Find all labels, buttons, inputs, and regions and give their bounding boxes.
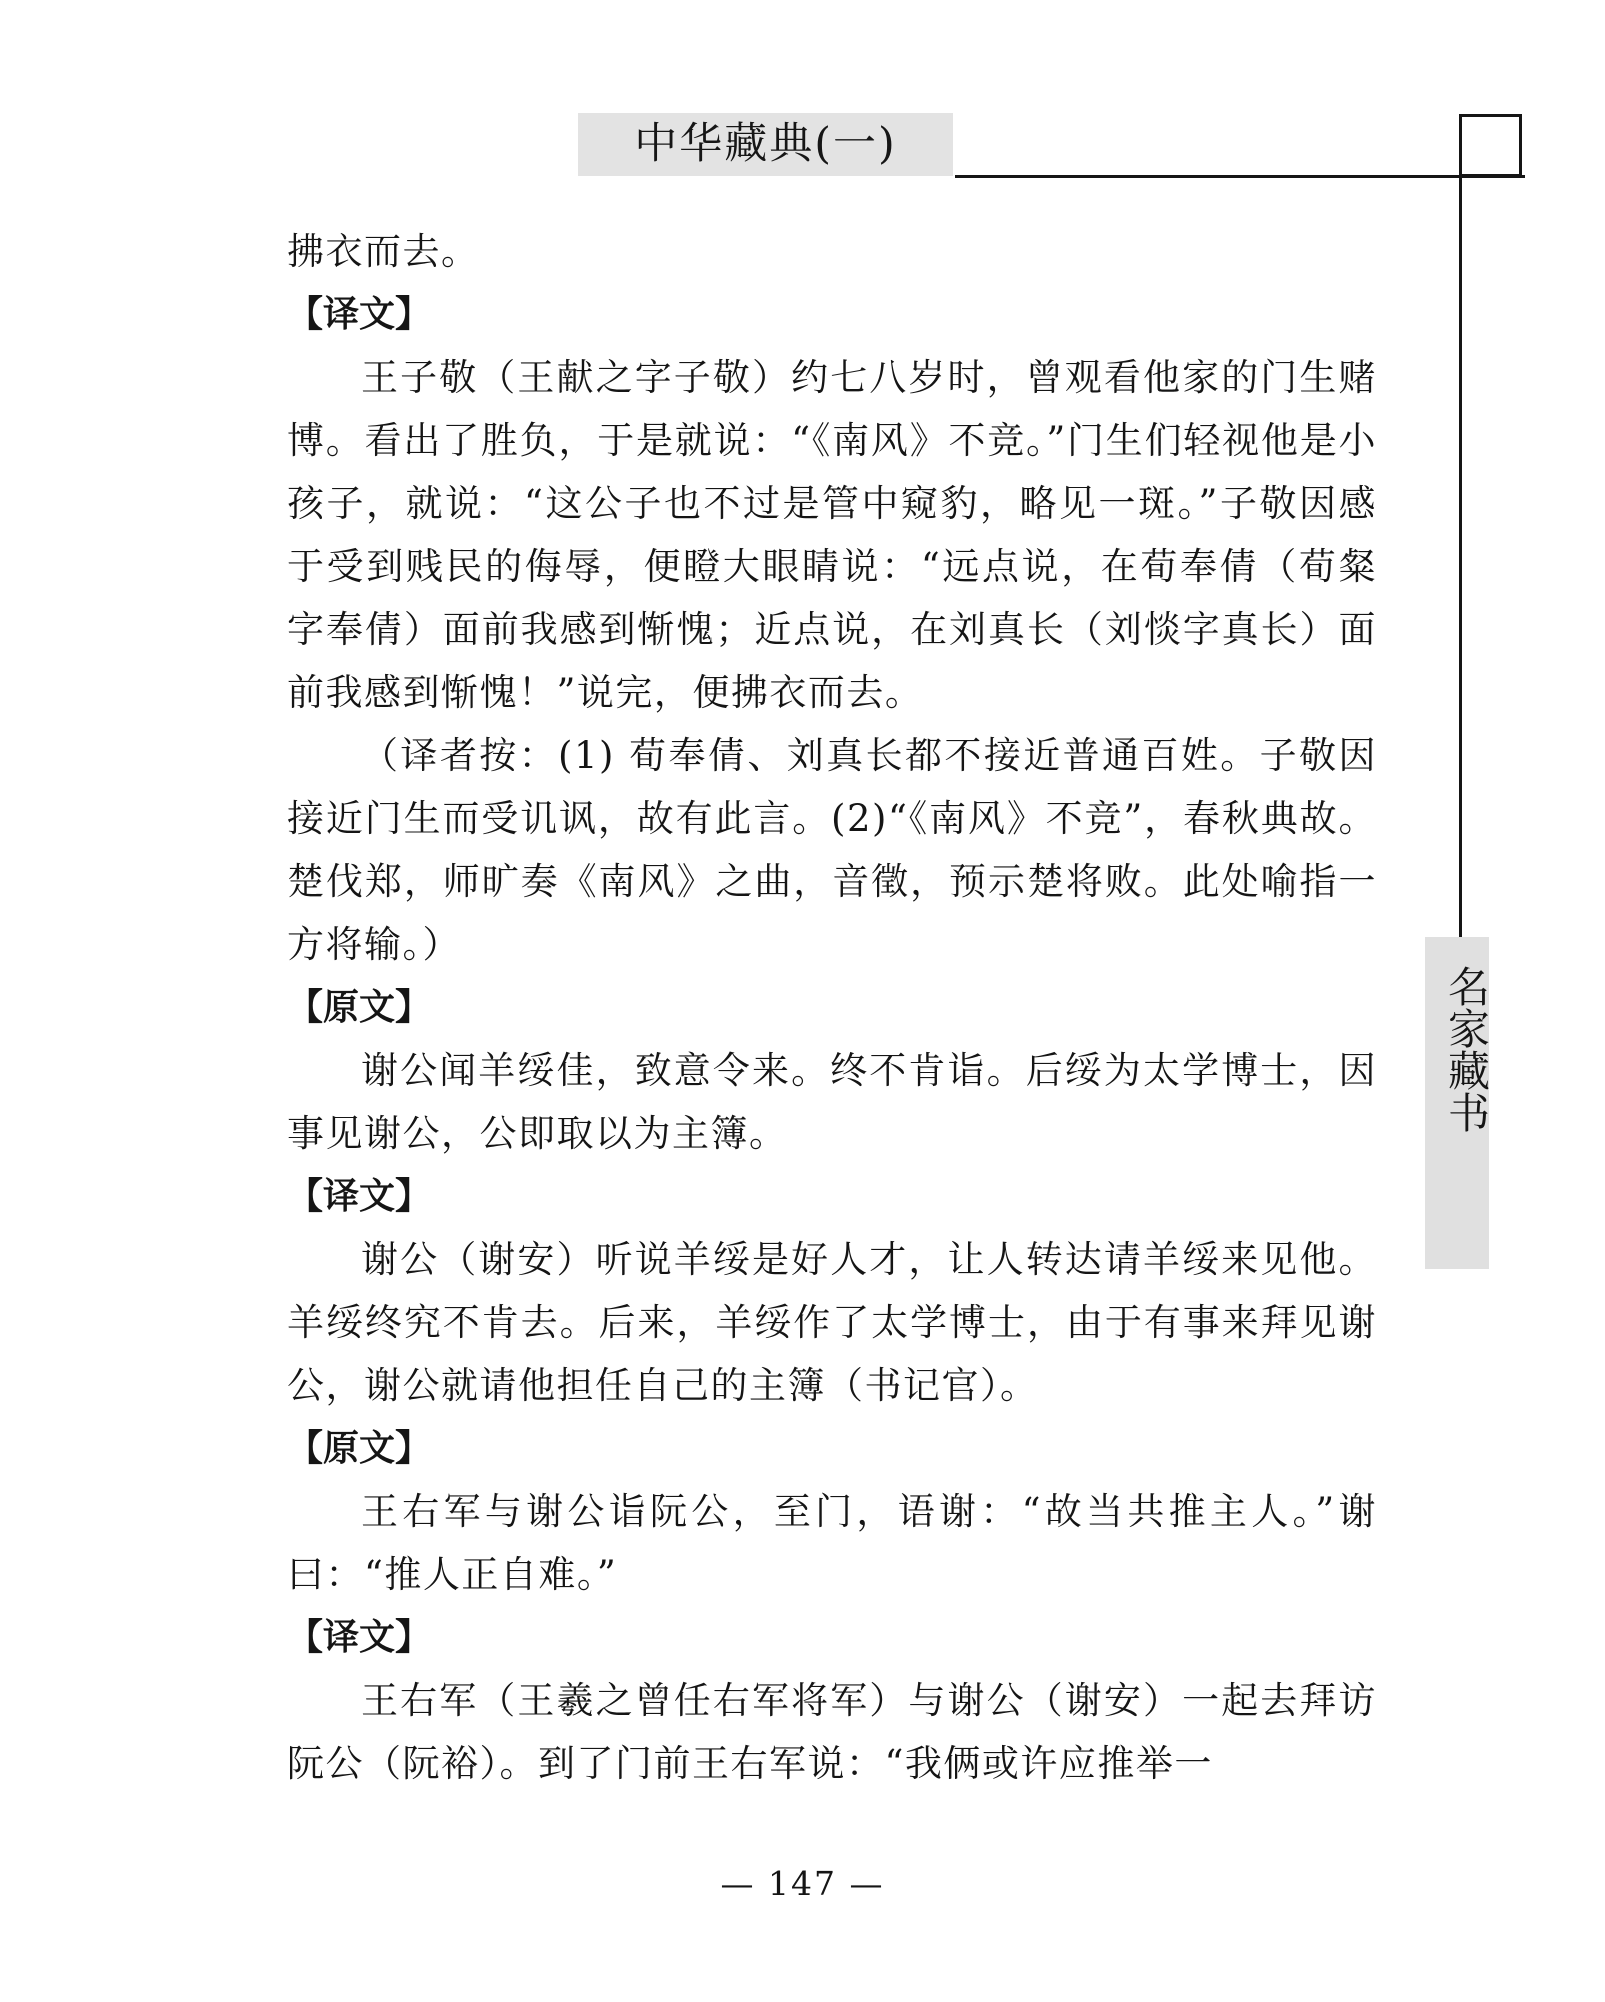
section-heading-translation: 【译文】 bbox=[287, 294, 432, 335]
translator-note: （译者按：(1) 荀奉倩、刘真长都不接近普通百姓。子敬因接近门生而受讥讽，故有此言。(2)“《南风》不竞”，春秋典故。楚伐郑，师旷奏《南风》之曲，音徵，预示楚将败。此处喻指一方将输。） bbox=[287, 734, 1377, 966]
header-rule bbox=[955, 175, 1525, 178]
paragraph-translation: 谢公（谢安）听说羊绥是好人才，让人转达请羊绥来见他。羊绥终究不肯去。后来，羊绥作了太学博士，由于有事来拜见谢公，谢公就请他担任自己的主簿（书记官）。 bbox=[287, 1238, 1377, 1407]
book-title: 中华藏典(一) bbox=[634, 119, 897, 169]
section-heading-translation: 【译文】 bbox=[287, 1176, 432, 1217]
paragraph-translation: 王子敬（王献之字子敬）约七八岁时，曾观看他家的门生赌博。看出了胜负，于是就说：“《南风》不竞。”门生们轻视他是小孩子，就说：“这公子也不过是管中窥豹，略见一斑。”子敬因感于受到贱民的侮辱，便瞪大眼睛说：“远点说，在荀奉倩（荀粲字奉倩）面前我感到惭愧；近点说，在刘真长（刘惔字真长）面前我感到惭愧！”说完，便拂衣而去。 bbox=[287, 356, 1377, 714]
section-heading-original: 【原文】 bbox=[287, 1428, 432, 1469]
side-tab-label: 名家藏书 bbox=[1442, 965, 1491, 1133]
paragraph-original: 王右军与谢公诣阮公，至门，语谢：“故当共推主人。”谢曰：“推人正自难。” bbox=[287, 1490, 1377, 1596]
margin-rule bbox=[1459, 114, 1462, 938]
paragraph-translation: 王右军（王羲之曾任右军将军）与谢公（谢安）一起去拜访阮公（阮裕）。到了门前王右军说：“我俩或许应推举一 bbox=[287, 1679, 1377, 1785]
section-heading-original: 【原文】 bbox=[287, 987, 432, 1028]
corner-square-ornament bbox=[1459, 114, 1522, 177]
page-body bbox=[287, 220, 1377, 1795]
paragraph-continuation: 拂衣而去。 bbox=[287, 230, 480, 273]
paragraph-original: 谢公闻羊绥佳，致意令来。终不肯诣。后绥为太学博士，因事见谢公，公即取以为主簿。 bbox=[287, 1049, 1377, 1155]
section-heading-translation: 【译文】 bbox=[287, 1617, 432, 1658]
page-number: — 147 — bbox=[720, 1864, 885, 1903]
